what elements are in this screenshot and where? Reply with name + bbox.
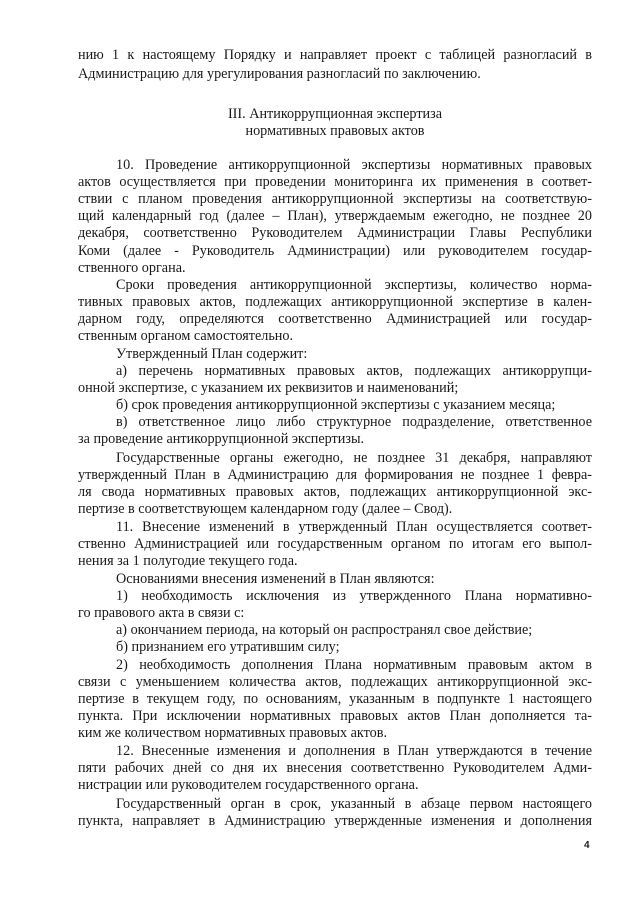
text-line: в) ответственное лицо либо структурное подразделение, ответственное	[116, 414, 592, 430]
text-line: декабря, соответственно Руководителем Администрации Главы Республики	[78, 225, 592, 241]
text-line: б) срок проведения антикоррупционной экспертизы с указанием месяца;	[116, 397, 556, 413]
text-line: актов осуществляется при проведении мониторинга их применения в соответ-	[78, 174, 592, 190]
text-line: а) перечень нормативных правовых актов, подлежащих антикоррупци-	[116, 363, 592, 379]
text-line: щий календарный год (далее – План), утверждаемым ежегодно, не позднее 20	[78, 208, 592, 224]
section-heading: нормативных правовых актов	[245, 123, 425, 139]
text-line: б) признанием его утратившим силу;	[116, 639, 340, 655]
text-line: ким же количеством нормативных правовых актов.	[78, 725, 387, 741]
text-line: утвержденный План в Администрацию для формирования не позднее 1 февра-	[78, 467, 592, 483]
text-line: 11. Внесение изменений в утвержденный План осуществляется соответ-	[116, 519, 592, 535]
text-line: ля свода нормативных правовых актов, подлежащих антикоррупционной экс-	[78, 484, 592, 500]
text-line: за проведение антикоррупционной экспертизы.	[78, 431, 365, 447]
text-line: Сроки проведения антикоррупционной экспертизы, количество норма-	[116, 277, 592, 293]
text-line: нистрации или руководителем государственного органа.	[78, 777, 419, 793]
text-line: Коми (далее - Руководитель Администрации) или руководителем государ-	[78, 243, 592, 259]
text-line: нения за 1 полугодие текущего года.	[78, 553, 298, 569]
text-line: ственно Администрацией или государственным органом по итогам его выпол-	[78, 536, 592, 552]
text-line: ствии с планом проведения антикоррупционной экспертизы на соответствую-	[78, 191, 592, 207]
text-line: связи с уменьшением количества актов, подлежащих антикоррупционной экс-	[78, 674, 592, 690]
text-line: тивных правовых актов, подлежащих антикоррупционной экспертизе в кален-	[78, 294, 592, 310]
text-line: Государственные органы ежегодно, не позднее 31 декабря, направляют	[116, 450, 592, 466]
text-line: 1) необходимость исключения из утвержденного Плана нормативно-	[116, 588, 592, 604]
text-line: пертизе в текущем году, по основаниям, указанным в подпункте 1 настоящего	[78, 691, 592, 707]
text-line: ственным органом самостоятельно.	[78, 328, 294, 344]
text-line: пертизе в соответствующем календарном году (далее – Свод).	[78, 501, 453, 517]
text-line: 2) необходимость дополнения Плана нормативным правовым актом в	[116, 657, 592, 673]
text-line: 12. Внесенные изменения и дополнения в План утверждаются в течение	[116, 743, 592, 759]
text-line: ственного органа.	[78, 260, 186, 276]
text-line: пункта, направляет в Администрацию утвержденные изменения и дополнения	[78, 813, 592, 829]
page-number: 4	[584, 840, 590, 851]
text-line: онной экспертизе, с указанием их реквизитов и наименований;	[78, 380, 459, 396]
text-line: пяти рабочих дней со дня их внесения соответственно Руководителем Адми-	[78, 760, 592, 776]
text-line: дарном году, определяются соответственно Администрацией или государ-	[78, 311, 592, 327]
section-heading: III. Антикоррупционная экспертиза	[227, 106, 443, 122]
text-line: а) окончанием периода, на который он распространял свое действие;	[116, 622, 533, 638]
text-line: Основаниями внесения изменений в План являются:	[116, 571, 435, 587]
text-line: Утвержденный План содержит:	[116, 346, 308, 362]
text-line: Государственный орган в срок, указанный в абзаце первом настоящего	[116, 796, 592, 812]
text-line: Администрацию для урегулирования разногласий по заключению.	[78, 66, 481, 82]
text-line: го правового акта в связи с:	[78, 605, 245, 621]
text-line: 10. Проведение антикоррупционной экспертизы нормативных правовых	[116, 157, 592, 173]
text-line: пункта. При исключении нормативных правовых актов План дополняется та-	[78, 708, 592, 724]
text-line: нию 1 к настоящему Порядку и направляет проект с таблицей разногласий в	[78, 47, 592, 63]
